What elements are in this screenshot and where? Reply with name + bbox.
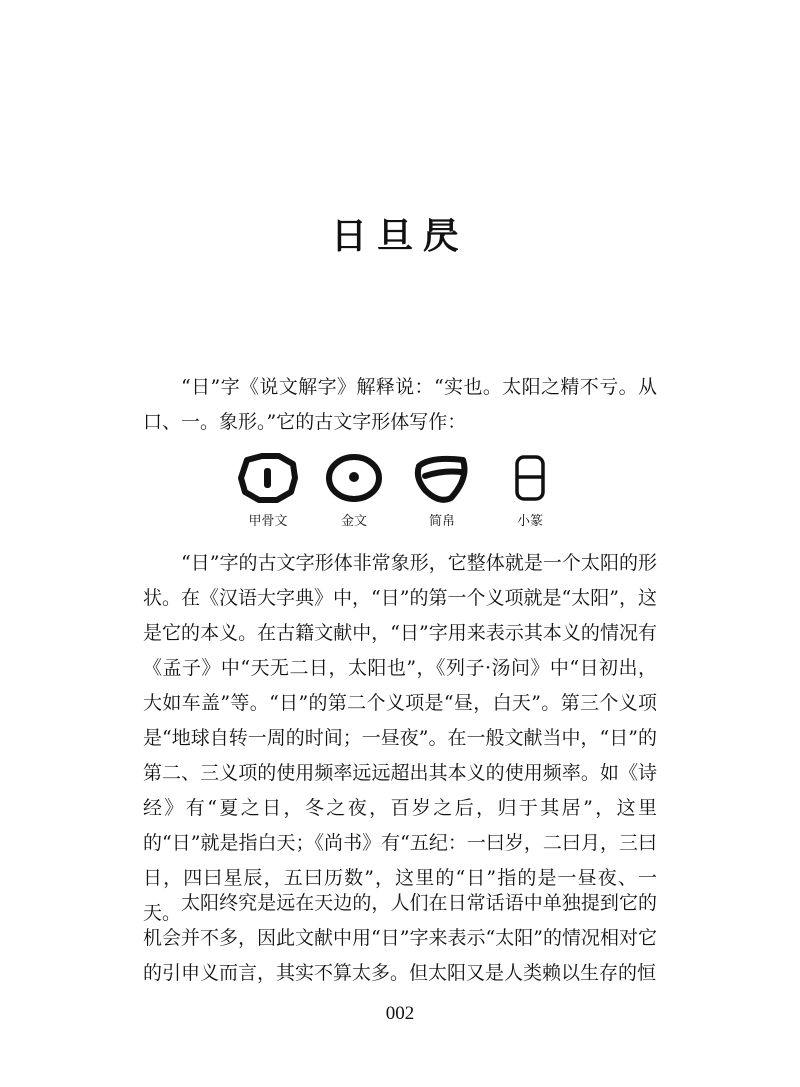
oracle-bone-ri-glyph-icon (237, 452, 299, 504)
small-seal-ri-glyph-icon (499, 452, 561, 504)
glyph-item (402, 452, 482, 529)
glyph-caption: 金文 (340, 514, 367, 529)
bronze-ri-glyph-icon (323, 452, 385, 504)
paragraph-sun: 太阳终究是远在天边的，人们在日常话语中单独提到它的机会并不多，因此文献中用“日”字来表示“太阳”的情况相对它的引申义而言，其实不算太多。但太阳又是人类赖以生存的恒 (143, 892, 657, 984)
glyph-caption: 小篆 (516, 514, 543, 529)
page-title: 日旦昃 (330, 215, 469, 257)
paragraph-meanings: “日”字的古文字形体非常象形，它整体就是一个太阳的形状。在《汉语大字典》中，“日”的第一个义项就是“太阳”，这是它的本义。在古籍文献中，“日”字用来表示其本义的情况有《孟子》中“天无二日，太阳也”，《列子·汤问》中“日初出，大如车盖”等。“日”的第二个义项是“昼，白天”。第三个义项是“地球自转一周的时间；一昼夜”。在一般文献当中，“日”的第二、三义项的使用频率远远超出其本义的使用频率。如《诗经》有“夏之日，冬之夜，百岁之后，归于其居”，这里的“日”就是指白天；《尚书》有“五纪：一曰岁，二曰月，三曰日，四曰星辰，五曰历数”，这里的“日”指的是一昼夜、一天。 (143, 552, 657, 924)
bamboo-silk-ri-glyph-icon (411, 452, 473, 504)
paragraph-intro: “日”字《说文解字》解释说：“实也。太阳之精不亏。从口、一。象形。”它的古文字形体写作： (143, 376, 657, 433)
glyph-item (490, 452, 570, 529)
ancient-glyph-figure (228, 452, 568, 532)
glyph-item (228, 452, 308, 529)
glyph-item (314, 452, 394, 529)
glyph-caption: 甲骨文 (248, 514, 288, 529)
page-number: 002 (385, 1003, 415, 1024)
glyph-caption: 简帛 (428, 514, 455, 529)
